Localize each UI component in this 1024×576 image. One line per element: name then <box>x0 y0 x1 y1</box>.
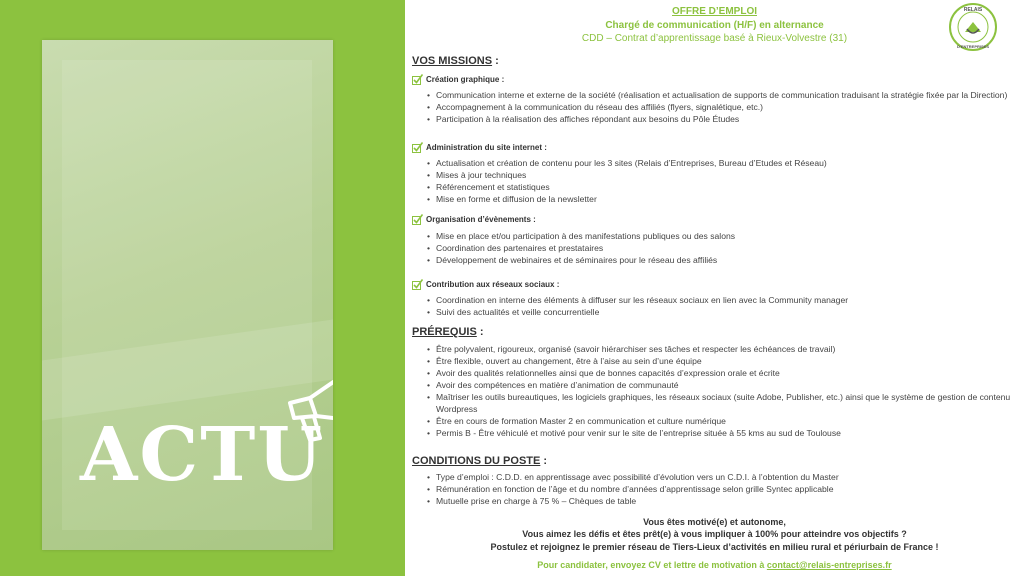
offer-title: OFFRE D’EMPLOI <box>672 6 757 17</box>
list-item: • Avoir des qualités relationnelles ainsi que de bonnes capacités d’expression orale et écrite <box>427 367 1022 379</box>
mission-group-title-text: Organisation d’évènements : <box>426 215 536 224</box>
mission-list <box>427 89 1022 125</box>
actu-label: ACTU <box>80 412 324 498</box>
list-item: • Maîtriser les outils bureautiques, les logiciels graphiques, les réseaux sociaux (suite Adobe, Publisher, etc.) ainsi que le système de gestion de contenu Wordpress <box>427 391 1022 415</box>
job-offer <box>405 0 1024 576</box>
list-item: • Développement de webinaires et de séminaires pour le réseau des affiliés <box>427 254 1022 266</box>
list-item: • Référencement et statistiques <box>427 181 1022 193</box>
conditions-heading-colon: : <box>540 455 548 467</box>
logo-text-top: RELAIS <box>963 7 983 13</box>
footer-apply <box>405 560 1024 570</box>
conditions-list <box>427 471 1022 507</box>
prereq-list <box>427 343 1022 439</box>
list-item: • Avoir des compétences en matière d’animation de communauté <box>427 379 1022 391</box>
mission-group-title-text: Création graphique : <box>426 75 505 84</box>
list-item: • Coordination en interne des éléments à diffuser sur les réseaux sociaux en lien avec la Community manager <box>427 294 1022 306</box>
logo-text-bottom: D'ENTREPRISES <box>956 44 990 49</box>
list-item: • Mise en forme et diffusion de la newsletter <box>427 193 1022 205</box>
actu-card <box>42 40 333 550</box>
mission-group-title <box>412 142 547 153</box>
mission-list <box>427 230 1022 266</box>
list-item: • Accompagnement à la communication du réseau des affiliés (flyers, signalétique, etc.) <box>427 101 1022 113</box>
list-item: • Mises à jour techniques <box>427 169 1022 181</box>
check-icon <box>412 142 423 153</box>
list-item: • Être flexible, ouvert au changement, être à l’aise au sein d’une équipe <box>427 355 1022 367</box>
mission-group-title <box>412 279 559 290</box>
contract-info: CDD – Contrat d’apprentissage basé à Rieux-Volvestre (31) <box>581 33 848 44</box>
list-item: • Communication interne et externe de la société (réalisation et actualisation de supports de communication traduisant la stratégie fixée par la Direction) <box>427 89 1022 101</box>
check-icon <box>412 74 423 85</box>
list-item: • Type d’emploi : C.D.D. en apprentissage avec possibilité d’évolution vers un C.D.I. à l’obtention du Master <box>427 471 1022 483</box>
job-title: Chargé de communication (H/F) en alternance <box>605 20 824 31</box>
mission-list <box>427 157 1022 205</box>
footer-motivation: Vous êtes motivé(e) et autonome, <box>643 517 786 527</box>
apply-text: Pour candidater, envoyez CV et lettre de motivation à <box>537 560 767 570</box>
list-item: • Suivi des actualités et veille concurrentielle <box>427 306 1022 318</box>
footer-network: Postulez et rejoignez le premier réseau de Tiers-Lieux d’activités en milieu rural et périurbain de France ! <box>490 542 939 552</box>
list-item: • Être en cours de formation Master 2 en communication et culture numérique <box>427 415 1022 427</box>
mission-group-title-text: Administration du site internet : <box>426 143 547 152</box>
list-item: • Coordination des partenaires et prestataires <box>427 242 1022 254</box>
list-item: • Participation à la réalisation des affiches répondant aux besoins du Pôle Études <box>427 113 1022 125</box>
left-panel <box>0 0 405 576</box>
missions-heading-text: VOS MISSIONS <box>412 55 493 67</box>
mission-group-title <box>412 74 504 85</box>
mission-group-title-text: Contribution aux réseaux sociaux : <box>426 280 560 289</box>
prereq-heading-colon: : <box>476 326 484 338</box>
list-item: • Actualisation et création de contenu pour les 3 sites (Relais d’Entreprises, Bureau d’Etudes et Réseau) <box>427 157 1022 169</box>
missions-heading-colon: : <box>492 55 499 67</box>
conditions-heading-text: CONDITIONS DU POSTE <box>412 455 541 467</box>
list-item: • Être polyvalent, rigoureux, organisé (savoir hiérarchiser ses tâches et respecter les échéances de travail) <box>427 343 1022 355</box>
relais-entreprises-logo <box>948 2 998 52</box>
list-item: • Permis B - Être véhiculé et motivé pour venir sur le site de l’entreprise située à 55 kms au sud de Toulouse <box>427 427 1022 439</box>
check-icon <box>412 214 423 225</box>
mission-list <box>427 294 1022 318</box>
list-item: • Mutuelle prise en charge à 75 % – Chèques de table <box>427 495 1022 507</box>
list-item: • Rémunération en fonction de l’âge et du nombre d’années d’apprentissage selon grille Syntec applicable <box>427 483 1022 495</box>
email-link[interactable]: contact@relais-entreprises.fr <box>766 560 892 570</box>
conditions-heading <box>412 455 547 467</box>
missions-heading <box>412 55 499 67</box>
mission-group-title <box>412 214 536 225</box>
check-icon <box>412 279 423 290</box>
footer-challenge: Vous aimez les défis et êtes prêt(e) à vous impliquer à 100% pour atteindre vos objectifs ? <box>522 529 907 539</box>
list-item: • Mise en place et/ou participation à des manifestations publiques ou des salons <box>427 230 1022 242</box>
prereq-heading <box>412 326 484 338</box>
prereq-heading-text: PRÉREQUIS <box>412 326 477 338</box>
